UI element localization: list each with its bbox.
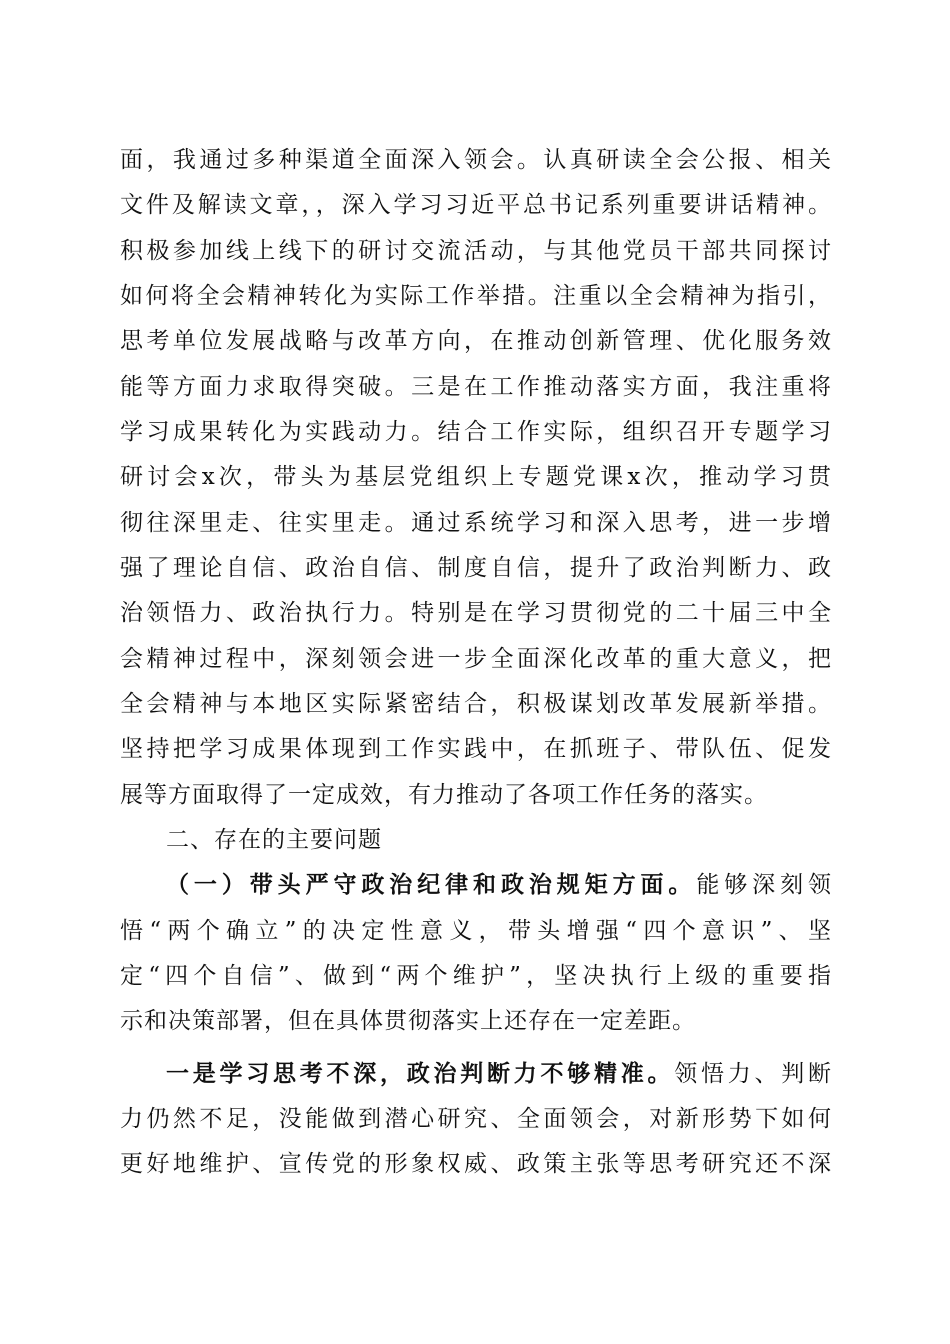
paragraph-line: 文件及解读文章，，深入学习习近平总书记系列重要讲话精神。 xyxy=(120,192,832,218)
paragraph-line: 面，我通过多种渠道全面深入领会。认真研读全会公报、相关 xyxy=(120,147,832,173)
subsection-text: 能够深刻领 xyxy=(696,872,833,898)
point-first-line xyxy=(166,1053,832,1095)
point-lead: 一是学习思考不深，政治判断力不够精准。 xyxy=(166,1061,675,1087)
paragraph-line: 学习成果转化为实践动力。结合工作实际，组织召开专题学习 xyxy=(120,419,832,445)
paragraph-line: 如何将全会精神转化为实际工作举措。注重以全会精神为指引， xyxy=(120,283,832,309)
paragraph-line: 坚持把学习成果体现到工作实践中，在抓班子、带队伍、促发 xyxy=(120,736,832,762)
paragraph-line: 示和决策部署，但在具体贯彻落实上还存在一定差距。 xyxy=(120,1008,696,1034)
paragraph-line: 力仍然不足，没能做到潜心研究、全面领会，对新形势下如何 xyxy=(120,1106,832,1132)
paragraph-line: 定“四个自信”、做到“两个维护”，坚决执行上级的重要指 xyxy=(120,963,832,989)
paragraph-line: 悟“两个确立”的决定性意义，带头增强“四个意识”、坚 xyxy=(120,918,832,944)
paragraph-line: 积极参加线上线下的研讨交流活动，与其他党员干部共同探讨 xyxy=(120,238,832,264)
paragraph-line: 会精神过程中，深刻领会进一步全面深化改革的重大意义，把 xyxy=(120,646,832,672)
paragraph-line: 能等方面力求取得突破。三是在工作推动落实方面，我注重将 xyxy=(120,374,832,400)
subsection-title: （一）带头严守政治纪律和政治规矩方面。 xyxy=(166,872,697,898)
paragraph-line: 彻往深里走、往实里走。通过系统学习和深入思考，进一步增 xyxy=(120,510,832,536)
paragraph-line: 全会精神与本地区实际紧密结合，积极谋划改革发展新举措。 xyxy=(120,691,832,717)
section-heading: 二、存在的主要问题 xyxy=(166,827,382,853)
paragraph-line: 展等方面取得了一定成效，有力推动了各项工作任务的落实。 xyxy=(120,782,768,808)
paragraph-line: 更好地维护、宣传党的形象权威、政策主张等思考研究还不深 xyxy=(120,1151,832,1177)
paragraph-line: 强了理论自信、政治自信、制度自信，提升了政治判断力、政 xyxy=(120,555,832,581)
paragraph-line: 研讨会x次，带头为基层党组织上专题党课x次，推动学习贯 xyxy=(120,464,832,490)
subsection-first-line xyxy=(166,864,832,906)
paragraph-line: 思考单位发展战略与改革方向，在推动创新管理、优化服务效 xyxy=(120,328,832,354)
point-text: 领悟力、判断 xyxy=(674,1061,832,1087)
paragraph-line: 治领悟力、政治执行力。特别是在学习贯彻党的二十届三中全 xyxy=(120,600,832,626)
